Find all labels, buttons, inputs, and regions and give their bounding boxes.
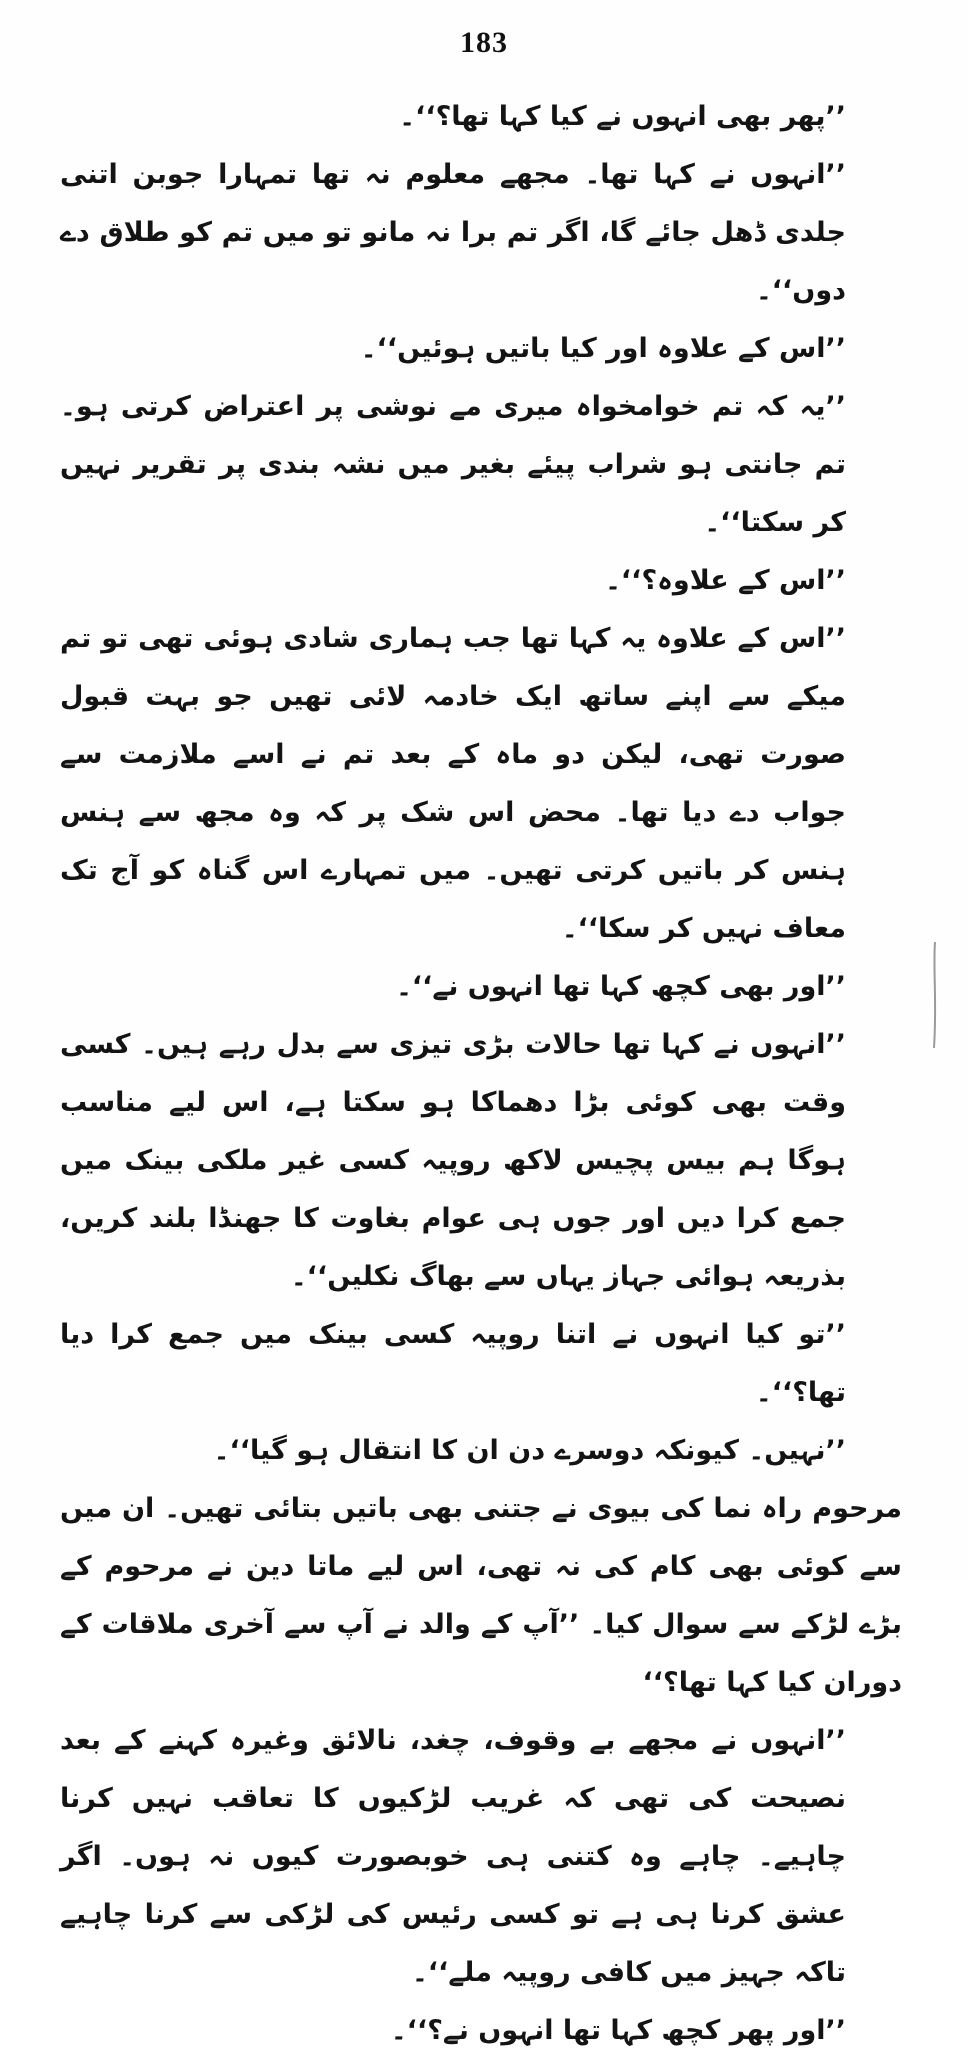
page-body — [60, 88, 902, 2060]
paragraph: ’’اس کے علاوہ اور کیا باتیں ہوئیں‘‘۔ — [360, 333, 846, 364]
paragraph: ’’اس کے علاوہ یہ کہا تھا جب ہماری شادی ہوئی تھی تو تم میکے سے اپنے ساتھ ایک خادمہ لائی تھیں جو بہت قبول صورت تھی، لیکن دو ماہ کے بعد تم نے اسے ملازمت سے جواب دے دیا تھا۔ محض اس شک پر کہ وہ مجھ سے ہنس ہنس کر باتیں کرتی تھیں۔ میں تمہارے اس گناہ کو آج تک معاف نہیں کر سکا‘‘۔ — [60, 623, 846, 944]
paragraph: ’’نہیں۔ کیونکہ دوسرے دن ان کا انتقال ہو گیا‘‘۔ — [213, 1435, 846, 1466]
paragraph: ’’انہوں نے کہا تھا حالات بڑی تیزی سے بدل رہے ہیں۔ کسی وقت بھی کوئی بڑا دھماکا ہو سکتا ہے، اس لیے مناسب ہوگا ہم بیس پچیس لاکھ روپیہ کسی غیر ملکی بینک میں جمع کرا دیں اور جوں ہی عوام بغاوت کا جھنڈا بلند کریں، بذریعہ ہوائی جہاز یہاں سے بھاگ نکلیں‘‘۔ — [60, 1029, 846, 1292]
paragraph: ’’یہ کہ تم خوامخواہ میری مے نوشی پر اعتراض کرتی ہو۔ تم جانتی ہو شراب پیئے بغیر میں نشہ بندی پر تقریر نہیں کر سکتا‘‘۔ — [60, 391, 847, 538]
paragraph: ’’اور بھی کچھ کہا تھا انہوں نے‘‘۔ — [396, 971, 846, 1002]
paragraph: ’’اور پھر کچھ کہا تھا انہوں نے؟‘‘۔ — [390, 2015, 846, 2046]
paragraph: ’’انہوں نے کہا تھا۔ مجھے معلوم نہ تھا تمہارا جوبن اتنی جلدی ڈھل جائے گا، اگر تم برا نہ مانو تو میں تم کو طلاق دے دوں‘‘۔ — [60, 159, 846, 306]
paragraph: ’’اس کے علاوہ؟‘‘۔ — [605, 565, 846, 596]
page-number: 183 — [460, 26, 508, 59]
paragraph: ’’پھر بھی انہوں نے کیا کہا تھا؟‘‘۔ — [399, 101, 846, 132]
margin-pen-mark — [932, 940, 938, 1050]
paragraph: ’’تو کیا انہوں نے اتنا روپیہ کسی بینک میں جمع کرا دیا تھا؟‘‘۔ — [60, 1319, 846, 1408]
paragraph: مرحوم راہ نما کی بیوی نے جتنی بھی باتیں بتائی تھیں۔ ان میں سے کوئی بھی کام کی نہ تھی، اس لیے ماتا دین نے مرحوم کے بڑے لڑکے سے سوال کیا۔ ’’آپ کے والد نے آپ سے آخری ملاقات کے دوران کیا کہا تھا؟‘‘ — [60, 1493, 902, 1698]
paragraph: ’’انہوں نے مجھے بے وقوف، چغد، نالائق وغیرہ کہنے کے بعد نصیحت کی تھی کہ غریب لڑکیوں کا تعاقب نہیں کرنا چاہیے۔ چاہے وہ کتنی ہی خوبصورت کیوں نہ ہوں۔ اگر عشق کرنا ہی ہے تو کسی رئیس کی لڑکی سے کرنا چاہیے تاکہ جہیز میں کافی روپیہ ملے‘‘۔ — [60, 1725, 846, 1988]
